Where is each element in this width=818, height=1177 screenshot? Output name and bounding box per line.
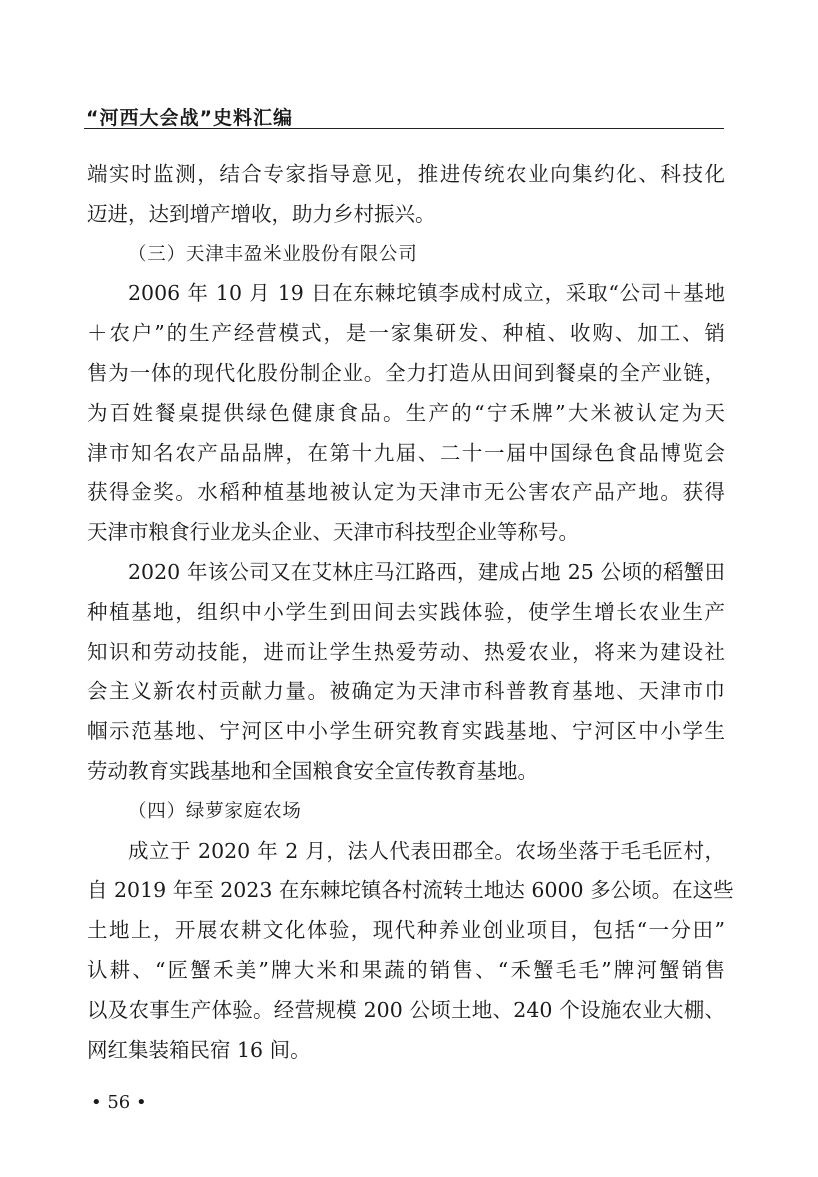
text-line: 会主义新农村贡献力量。被确定为天津市科普教育基地、天津市巾 — [87, 679, 725, 704]
section-heading: （四）绿萝家庭农场 — [128, 800, 302, 822]
text-line: 帼示范基地、宁河区中小学生研究教育实践基地、宁河区中小学生 — [87, 719, 725, 744]
text-line: 2006 年 10 月 19 日在东棘坨镇李成村成立，采取“公司＋基地 — [128, 281, 725, 306]
text-line: 售为一体的现代化股份制企业。全力打造从田间到餐桌的全产业链， — [87, 360, 725, 385]
text-line: 自 2019 年至 2023 在东棘坨镇各村流转土地达 6000 多公顷。在这些 — [87, 878, 734, 903]
text-line: 端实时监测，结合专家指导意见，推进传统农业向集约化、科技化 — [87, 162, 725, 186]
text-line: 获得金奖。水稻种植基地被认定为天津市无公害农产品产地。获得 — [87, 480, 725, 505]
text-line: 为百姓餐桌提供绿色健康食品。生产的“宁禾牌”大米被认定为天 — [87, 400, 725, 425]
page-number: • 56 • — [91, 1092, 147, 1113]
text-line: 认耕、“匠蟹禾美”牌大米和果蔬的销售、“禾蟹毛毛”牌河蟹销售 — [87, 957, 725, 982]
text-line: 迈进，达到增产增收，助力乡村振兴。 — [87, 201, 436, 226]
text-line: 网红集装箱民宿 16 间。 — [87, 1037, 311, 1062]
section-heading: （三）天津丰盈米业股份有限公司 — [128, 243, 418, 265]
text-line: 知识和劳动技能，进而让学生热爱劳动、热爱农业，将来为建设社 — [87, 639, 725, 664]
text-line: 2020 年该公司又在艾林庄马江路西，建成占地 25 公顷的稻蟹田 — [128, 559, 725, 584]
text-line: 天津市粮食行业龙头企业、天津市科技型企业等称号。 — [87, 520, 579, 545]
running-header: “河西大会战”史料汇编 — [86, 107, 293, 129]
text-line: ＋农户”的生产经营模式，是一家集研发、种植、收购、加工、销 — [87, 321, 725, 346]
text-line: 成立于 2020 年 2 月，法人代表田郡全。农场坐落于毛毛匠村， — [128, 838, 725, 863]
body-text — [87, 155, 734, 1070]
text-line: 劳动教育实践基地和全国粮食安全宣传教育基地。 — [87, 758, 538, 783]
header-rule — [84, 128, 724, 129]
text-line: 津市知名农产品品牌，在第十九届、二十一届中国绿色食品博览会 — [87, 440, 725, 465]
text-line: 以及农事生产体验。经营规模 200 公顷土地、240 个设施农业大棚、 — [87, 997, 725, 1022]
text-line: 种植基地，组织中小学生到田间去实践体验，使学生增长农业生产 — [87, 599, 725, 624]
text-line: 土地上，开展农耕文化体验，现代种养业创业项目，包括“一分田” — [87, 918, 725, 943]
